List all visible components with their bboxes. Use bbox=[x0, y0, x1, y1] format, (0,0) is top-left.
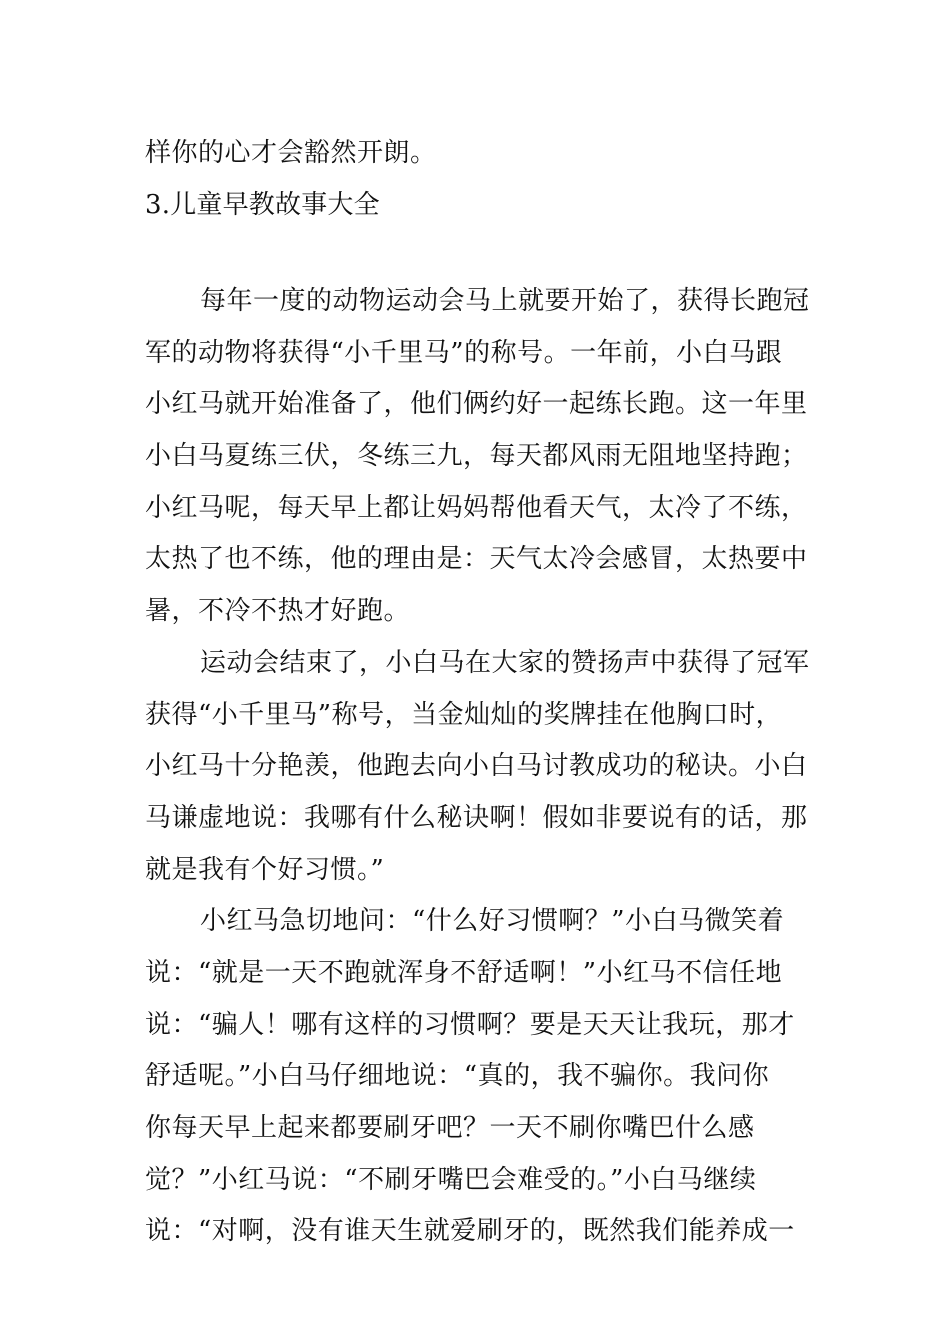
paragraph-line: 舒适呢。”小白马仔细地说：“真的，我不骗你。我问你 bbox=[145, 1061, 770, 1092]
paragraph-line: 就是我有个好习惯。” bbox=[145, 854, 385, 885]
paragraph-2 bbox=[145, 638, 810, 896]
paragraph-line: 军的动物将获得“小千里马”的称号。一年前，小白马跟 bbox=[145, 337, 783, 368]
story-body bbox=[145, 276, 810, 1258]
paragraph-line: 每年一度的动物运动会马上就要开始了，获得长跑冠 bbox=[200, 286, 810, 316]
paragraph-line: 说：“对啊，没有谁天生就爱刷牙的，既然我们能养成一 bbox=[145, 1216, 795, 1247]
paragraph-3 bbox=[145, 896, 810, 1258]
paragraph-line: 小白马夏练三伏，冬练三九，每天都风雨无阻地坚持跑； bbox=[145, 441, 808, 472]
paragraph-line: 说：“骗人！哪有这样的习惯啊？要是天天让我玩，那才 bbox=[145, 1009, 795, 1040]
paragraph-line: 运动会结束了，小白马在大家的赞扬声中获得了冠军 bbox=[200, 647, 810, 678]
paragraph-line: 小红马急切地问：“什么好习惯啊？”小白马微笑着 bbox=[200, 906, 785, 937]
intro-text bbox=[145, 128, 810, 231]
paragraph-line: 暑，不冷不热才好跑。 bbox=[145, 596, 411, 627]
paragraph-line: 小红马十分艳羡，他跑去向小白马讨教成功的秘诀。小白 bbox=[145, 751, 808, 782]
section-heading: 3.儿童早教故事大全 bbox=[145, 189, 380, 220]
paragraph-line: 觉？”小红马说：“不刷牙嘴巴会难受的。”小白马继续 bbox=[145, 1164, 757, 1195]
paragraph-line: 太热了也不练，他的理由是：天气太冷会感冒，太热要中 bbox=[145, 544, 808, 575]
paragraph-line: 获得“小千里马”称号，当金灿灿的奖牌挂在他胸口时， bbox=[145, 699, 783, 730]
paragraph-line: 小红马就开始准备了，他们俩约好一起练长跑。这一年里 bbox=[145, 389, 808, 420]
paragraph-line: 说：“就是一天不跑就浑身不舒适啊！”小红马不信任地 bbox=[145, 957, 783, 988]
intro-line: 样你的心才会豁然开朗。 bbox=[145, 138, 437, 168]
paragraph-line: 你每天早上起来都要刷牙吧？一天不刷你嘴巴什么感 bbox=[145, 1113, 755, 1143]
paragraph-line: 马谦虚地说：我哪有什么秘诀啊！假如非要说有的话，那 bbox=[145, 802, 808, 833]
paragraph-1 bbox=[145, 276, 810, 638]
paragraph-line: 小红马呢，每天早上都让妈妈帮他看天气，太冷了不练， bbox=[145, 492, 808, 523]
